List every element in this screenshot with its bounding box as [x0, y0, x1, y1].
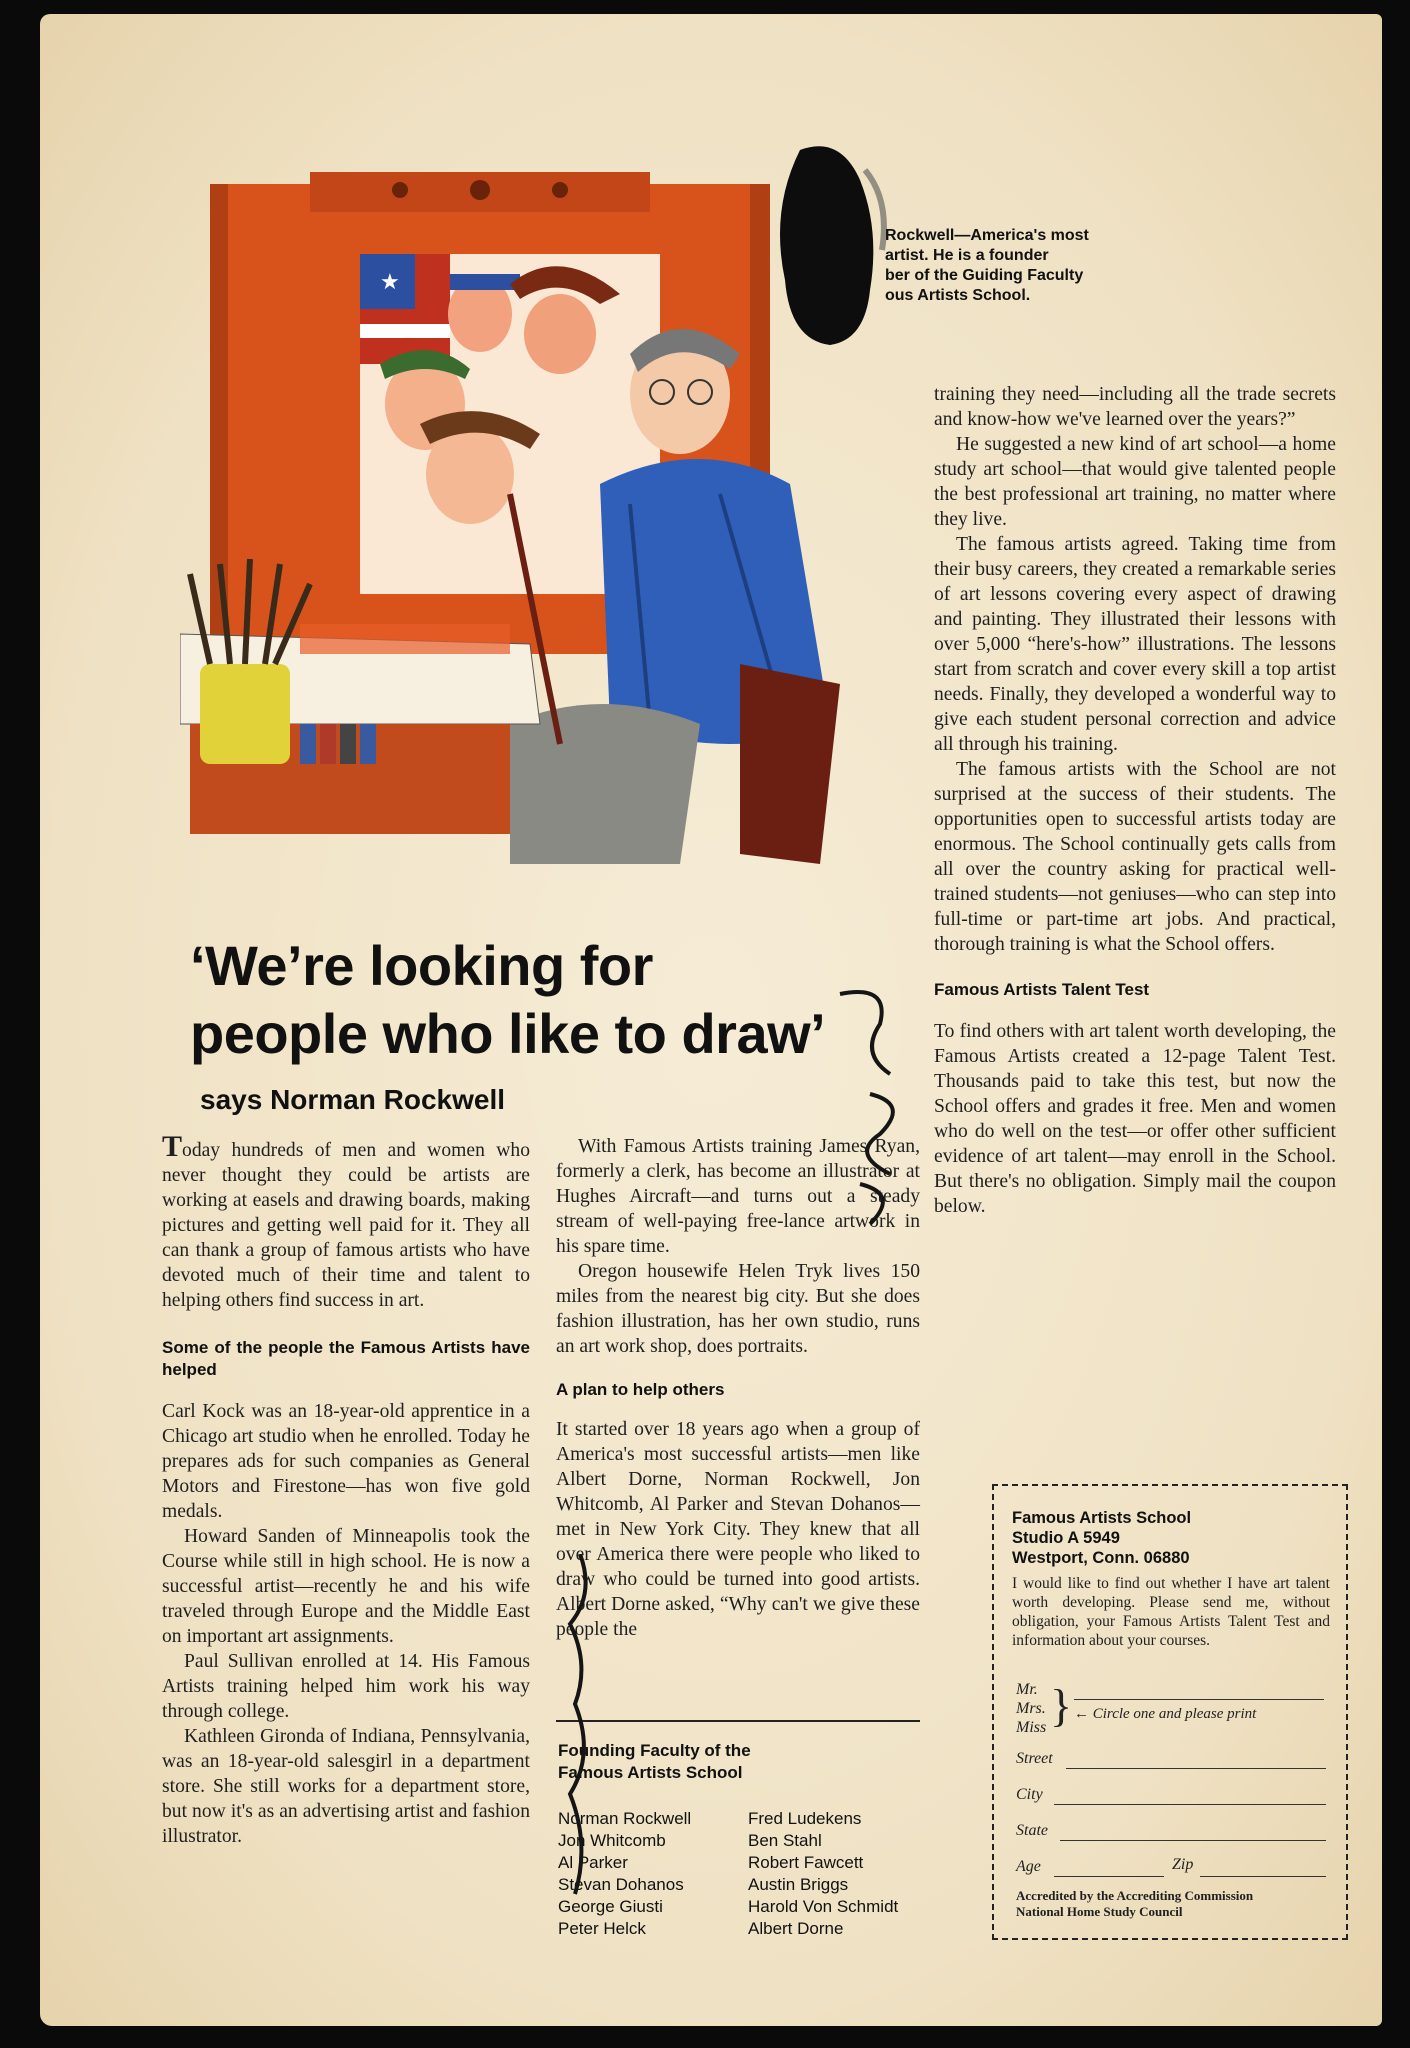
- accreditation-line: National Home Study Council: [1016, 1904, 1183, 1919]
- paragraph: It started over 18 years ago when a group of America's most successful artists—men like Albert Dorne, Norman Rockwell, Jon Whitcomb, Al Parker and Stevan Dohanos—met in New York City. They knew that all over America there were people who liked to draw who could be turned into good artists. Albert Dorne asked, “Why can't we give these people the: [556, 1419, 920, 1640]
- paragraph: Kathleen Gironda of Indiana, Pennsylvania, was an 18-year-old salesgirl in a department store. She still works for a department store, but now it's as an advertising artist and fashion illustrator.: [162, 1726, 530, 1847]
- accreditation-line: Accredited by the Accrediting Commission: [1016, 1888, 1254, 1903]
- age-label: Age: [1016, 1858, 1041, 1875]
- salutation-options[interactable]: [1016, 1680, 1046, 1737]
- faculty-member: Jon Whitcomb: [558, 1831, 666, 1850]
- caption-line: ous Artists School.: [885, 287, 1031, 304]
- mail-in-coupon[interactable]: [992, 1484, 1348, 1940]
- paragraph: Paul Sullivan enrolled at 14. His Famous Artists training helped him work his way through college.: [162, 1651, 530, 1722]
- circle-note: ← Circle one and please print: [1074, 1706, 1257, 1722]
- paragraph: training they need—including all the trade secrets and know-how we've learned over the years?”: [934, 384, 1336, 430]
- city-field[interactable]: [1054, 1804, 1326, 1805]
- faculty-title-line: Founding Faculty of the: [558, 1741, 751, 1760]
- street-label: Street: [1016, 1750, 1053, 1767]
- coupon-address-line: Studio A 5949: [1012, 1529, 1120, 1547]
- paragraph: The famous artists agreed. Taking time from their busy careers, they created a remarkable series of art lessons covering every aspect of drawing and painting. They illustrated their lessons with over 5,000 “here's-how” illustrations. The lessons start from scratch and cover every skill a top artist needs. Finally, they developed a wonderful way to give each student personal correction and advice all through his training.: [934, 534, 1336, 755]
- state-label: State: [1016, 1822, 1048, 1839]
- street-field[interactable]: [1066, 1768, 1326, 1769]
- zip-field[interactable]: [1200, 1876, 1326, 1877]
- faculty-member: Albert Dorne: [748, 1919, 844, 1938]
- coupon-body: I would like to find out whether I have art talent worth developing. Please send me, without obligation, your Famous Artists Talent Test and information about your courses.: [1012, 1575, 1330, 1649]
- accreditation: [1016, 1888, 1253, 1920]
- coupon-address-line: Westport, Conn. 06880: [1012, 1549, 1190, 1567]
- article-column-3: [934, 382, 1336, 1219]
- headline: [190, 932, 825, 1068]
- paragraph: Carl Kock was an 18-year-old apprentice in a Chicago art studio when he enrolled. Today he prepares ads for such companies as General Motors and Firestone—has won five gold medals.: [162, 1401, 530, 1522]
- paragraph-text: oday hundreds of men and women who never thought they could be artists are working at easels and drawing boards, making pictures and getting well paid for it. They all can thank a group of famous artists who have devoted much of their time and talent to helping others find success in art.: [162, 1140, 530, 1311]
- paragraph: [162, 1130, 530, 1313]
- faculty-member: Austin Briggs: [748, 1875, 849, 1894]
- caption-line: ber of the Guiding Faculty: [885, 267, 1084, 284]
- coupon-address: [1012, 1508, 1330, 1568]
- drop-cap: T: [162, 1130, 183, 1163]
- paragraph: He suggested a new kind of art school—a home study art school—that would give talented people the best professional art training, no matter where they live.: [934, 434, 1336, 530]
- city-label: City: [1016, 1786, 1043, 1803]
- coupon-address-line: Famous Artists School: [1012, 1509, 1192, 1527]
- faculty-title: [558, 1740, 918, 1784]
- faculty-member: Ben Stahl: [748, 1831, 822, 1850]
- headline-line-2: people who like to draw’: [190, 1002, 826, 1065]
- subhead-plan-to-help: A plan to help others: [556, 1380, 725, 1399]
- faculty-member: Peter Helck: [558, 1919, 646, 1938]
- handwritten-scribble: [560, 1554, 600, 1914]
- divider-rule: [556, 1720, 920, 1722]
- svg-text:★: ★: [380, 269, 400, 294]
- brace-glyph: }: [1050, 1680, 1073, 1731]
- article-column-1: [162, 1130, 530, 1849]
- paragraph: Howard Sanden of Minneapolis took the Course while still in high school. He is now a successful artist—recently he and his wife traveled through Europe and the Middle East on important art assignments.: [162, 1526, 530, 1647]
- handwritten-signature: [830, 984, 920, 1244]
- faculty-member: Fred Ludekens: [748, 1809, 862, 1828]
- faculty-member: Al Parker: [558, 1853, 628, 1872]
- faculty-member: Harold Von Schmidt: [748, 1897, 899, 1916]
- zip-label: Zip: [1172, 1856, 1194, 1873]
- faculty-list-right: [748, 1808, 928, 1940]
- faculty-member: Robert Fawcett: [748, 1853, 864, 1872]
- paragraph: With Famous Artists training James Ryan, formerly a clerk, has become an illustrator at Hughes Aircraft—and turns out a steady stream of well-paying free-lance artwork in his spare time.: [556, 1136, 920, 1257]
- paragraph: The famous artists with the School are not surprised at the success of their students. The opportunities open to successful artists today are enormous. The School continually gets calls from all over the country asking for practical well-trained students—not geniuses—who can step into full-time or part-time art jobs. And practical, thorough training is what the School offers.: [934, 759, 1336, 955]
- faculty-member: Norman Rockwell: [558, 1809, 692, 1828]
- state-field[interactable]: [1060, 1840, 1326, 1841]
- comic-back-cover-page: [40, 14, 1382, 2026]
- paragraph: Oregon housewife Helen Tryk lives 150 miles from the nearest big city. But she does fashion illustration, has her own studio, runs an art work shop, does portraits.: [556, 1261, 920, 1357]
- founding-faculty-box: [558, 1740, 918, 1938]
- salutation-option[interactable]: Mr.: [1016, 1681, 1038, 1698]
- faculty-member: George Giusti: [558, 1897, 663, 1916]
- coupon-content: [1012, 1508, 1330, 1650]
- photo-caption: [885, 226, 1135, 306]
- ink-blot-stain: [770, 140, 890, 350]
- name-line[interactable]: [1074, 1699, 1324, 1700]
- paragraph: To find others with art talent worth developing, the Famous Artists created a 12-page Talent Test. Thousands paid to take this test, but now the School offers and grades it free. Men and women who do well on the test—or offer other sufficient evidence of art talent—may enroll in the School. But there's no obligation. Simply mail the coupon below.: [934, 1021, 1336, 1217]
- subhead-talent-test: Famous Artists Talent Test: [934, 980, 1150, 999]
- byline: says Norman Rockwell: [200, 1084, 506, 1115]
- caption-line: artist. He is a founder: [885, 247, 1049, 264]
- caption-line: Rockwell—America's most: [885, 227, 1089, 244]
- faculty-title-line: Famous Artists School: [558, 1763, 743, 1782]
- subhead-people-helped: Some of the people the Famous Artists have helped: [162, 1338, 530, 1379]
- age-field[interactable]: [1054, 1876, 1164, 1877]
- salutation-option[interactable]: Mrs.: [1016, 1700, 1046, 1717]
- salutation-option[interactable]: Miss: [1016, 1719, 1047, 1736]
- headline-line-1: ‘We’re looking for: [190, 934, 653, 997]
- faculty-member: Stevan Dohanos: [558, 1875, 684, 1894]
